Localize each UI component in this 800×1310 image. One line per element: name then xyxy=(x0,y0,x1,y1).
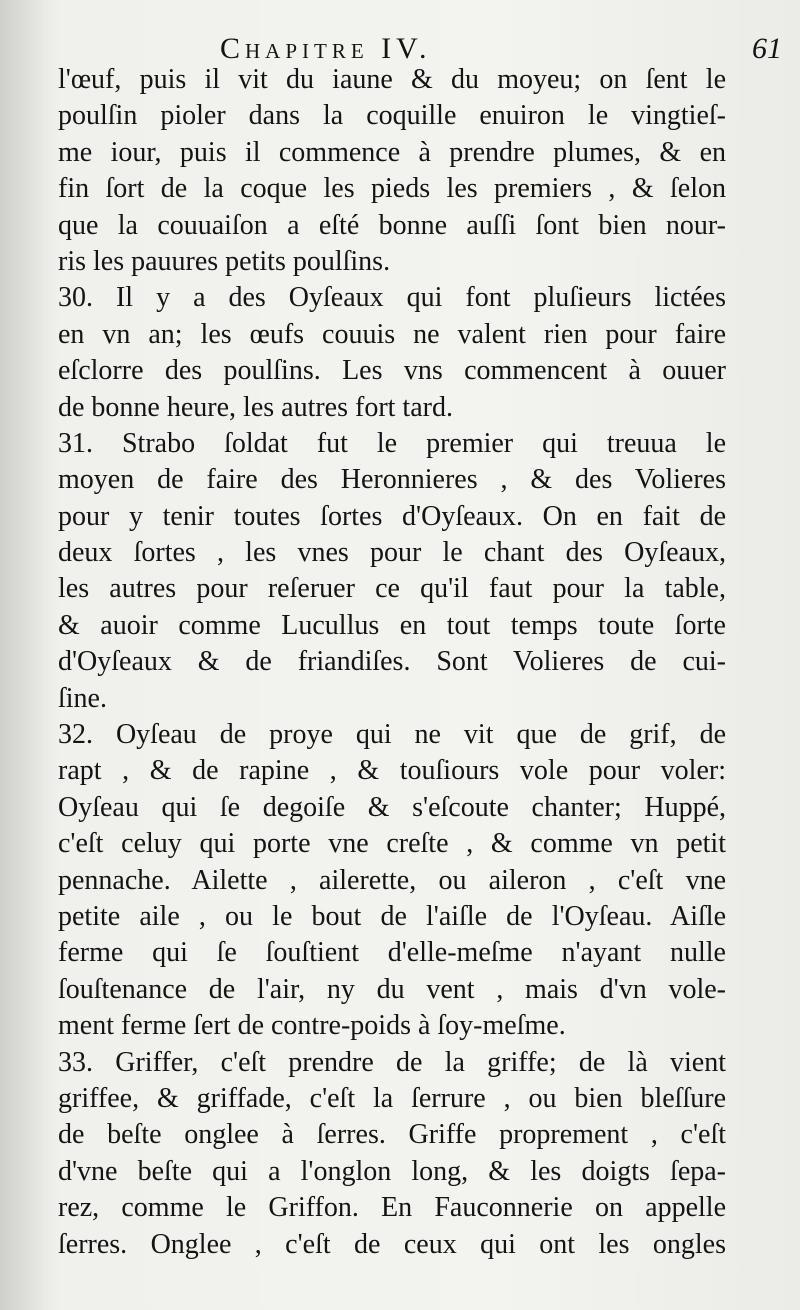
text-line: de beſte onglee à ſerres. Griffe proprement , c'eſt xyxy=(58,1119,726,1151)
text-line: de bonne heure, les autres fort tard. xyxy=(58,391,453,423)
text-line: griffee, & griffade, c'eſt la ſerrure , ou bien bleſſure xyxy=(58,1082,726,1114)
text-line: me iour, puis il commence à prendre plumes, & en xyxy=(58,136,726,168)
text-line: ris les pauures petits poulſins. xyxy=(58,245,391,277)
text-line: ſine. xyxy=(58,682,107,714)
text-line: d'Oyſeaux & de friandiſes. Sont Volieres de cui- xyxy=(58,646,726,678)
text-line: pennache. Ailette , ailerette, ou aileron , c'eſt vne xyxy=(58,864,726,896)
page-gutter xyxy=(0,0,42,1310)
text-line: & auoir comme Lucullus en tout temps toute ſorte xyxy=(58,609,726,641)
text-line: petite aile , ou le bout de l'aiſle de l'Oyſeau. Aiſle xyxy=(58,900,726,932)
text-line: deux ſortes , les vnes pour le chant des Oyſeaux, xyxy=(58,537,726,569)
text-line: rapt , & de rapine , & touſiours vole pour voler: xyxy=(58,755,726,787)
text-line: c'eſt celuy qui porte vne creſte , & comme vn petit xyxy=(58,828,726,860)
text-line: eſclorre des poulſins. Les vns commencent à ouuer xyxy=(58,355,726,387)
text-line: moyen de faire des Heronnieres , & des Volieres xyxy=(58,464,726,496)
text-line: en vn an; les œufs couuis ne valent rien pour faire xyxy=(58,318,726,350)
text-line: fin ſort de la coque les pieds les premiers , & ſelon xyxy=(58,173,726,205)
text-line: d'vne beſte qui a l'onglon long, & les doigts ſepa- xyxy=(58,1155,726,1187)
text-line: pour y tenir toutes ſortes d'Oyſeaux. On en fait de xyxy=(58,500,726,532)
text-line: l'œuf, puis il vit du iaune & du moyeu; on ſent le xyxy=(58,64,726,95)
text-line: poulſin pioler dans la coquille enuiron le vingtieſ- xyxy=(58,100,726,132)
text-line: Oyſeau qui ſe degoiſe & s'eſcoute chanter; Huppé, xyxy=(58,791,726,823)
text-line: 30. Il y a des Oyſeaux qui font pluſieurs lictées xyxy=(58,282,726,314)
text-line: 32. Oyſeau de proye qui ne vit que de grif, de xyxy=(58,719,726,751)
text-line: ferme qui ſe ſouſtient d'elle-meſme n'ayant nulle xyxy=(58,937,726,969)
text-line: ſerres. Onglee , c'eſt de ceux qui ont les ongles xyxy=(58,1228,726,1260)
page-header xyxy=(220,32,782,66)
text-line: ſouſtenance de l'air, ny du vent , mais d'vn vole- xyxy=(58,973,726,1005)
text-line: rez, comme le Griffon. En Fauconnerie on appelle xyxy=(58,1192,726,1224)
text-line: les autres pour reſeruer ce qu'il faut pour la table, xyxy=(58,573,726,605)
text-line: que la couuaiſon a eſté bonne auſſi ſont bien nour- xyxy=(58,209,726,241)
body-text xyxy=(58,62,726,1263)
text-line: ment ferme ſert de contre-poids à ſoy-meſme. xyxy=(58,1010,566,1042)
page-number: 61 xyxy=(752,32,782,65)
running-title: Chapitre IV. xyxy=(220,32,432,65)
text-line: 33. Griffer, c'eſt prendre de la griffe; de là vient xyxy=(58,1046,726,1078)
text-line: 31. Strabo ſoldat fut le premier qui treuua le xyxy=(58,427,726,459)
